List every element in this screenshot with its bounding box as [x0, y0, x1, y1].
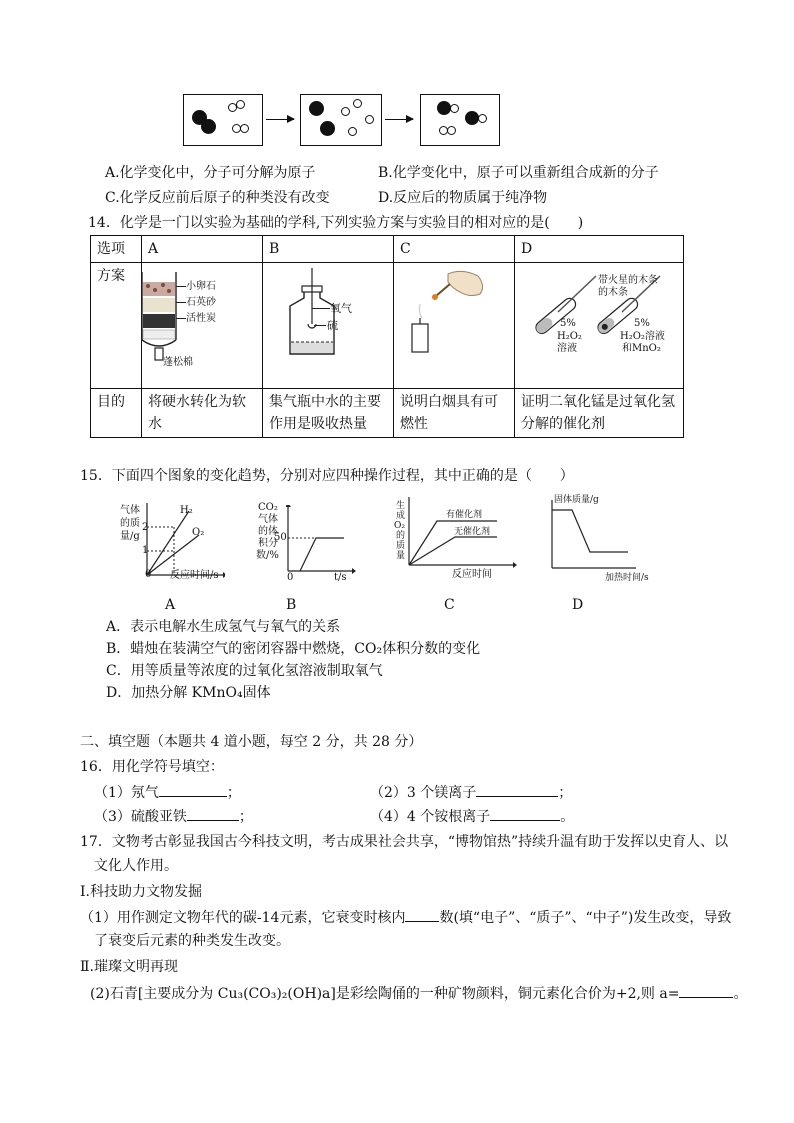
label-oxygen: 氧气	[330, 302, 352, 315]
graph-letter-d: D	[572, 597, 584, 613]
q16-item-2-label: （2）3 个镁离子	[370, 785, 477, 801]
graph-b-xlabel: t/s	[334, 572, 347, 583]
q15-option-c: C．用等质量等浓度的过氧化氢溶液制取氧气	[106, 663, 383, 679]
graph-c-series-cat: 有催化剂	[446, 510, 483, 520]
arrow	[266, 119, 294, 120]
q13-option-a: A.化学变化中，分子可分解为原子	[105, 165, 316, 181]
q14-question: 14．化学是一门以实验为基础的学科,下列实验方案与实验目的相对应的是( )	[88, 215, 584, 231]
white-atom	[341, 107, 350, 116]
candle-match-icon	[400, 266, 490, 356]
graph-d-xlabel: 加热时间/s	[605, 573, 649, 583]
graph-b-tick-0: 0	[287, 572, 294, 583]
row-purpose-label: 目的	[91, 389, 142, 438]
filter-column-icon	[138, 268, 188, 370]
purpose-b: 集气瓶中水的主要作用是吸收热量	[263, 389, 394, 438]
q16-sep-3: ；	[238, 809, 253, 825]
q13-option-c: C.化学反应前后原子的种类没有改变	[105, 190, 330, 206]
graph-a-tick-2: 2	[142, 522, 149, 533]
q16-sep-2: ；	[558, 785, 573, 801]
q15-option-b: B．蜡烛在装满空气的密闭容器中燃烧，CO₂体积分数的变化	[106, 641, 481, 657]
graph-letter-c: C	[444, 597, 455, 613]
q16-item-4-label: （4）4 个铵根离子	[370, 809, 491, 825]
label-d-h2o2-1: H₂O₂	[557, 331, 582, 342]
header-c: C	[394, 236, 515, 263]
black-atom	[320, 121, 335, 136]
q16-item-3-label: （3）硫酸亚铁	[94, 809, 187, 825]
graph-a-ylabel-3: 量/g	[120, 531, 140, 542]
graph-a-tick-0: 0	[145, 569, 152, 580]
label-d-pct-1: 5%	[560, 318, 576, 329]
white-atom	[353, 99, 362, 108]
graph-b-ylabel-5: 数/%	[256, 550, 279, 561]
white-atom	[478, 114, 487, 123]
purpose-a: 将硬水转化为软水	[142, 389, 263, 438]
graph-c-series-nocat: 无催化剂	[454, 527, 491, 537]
label-d-pct-2: 5%	[634, 318, 650, 329]
q16-item-4	[370, 806, 574, 827]
label-activated-carbon: 活性炭	[186, 313, 216, 324]
q16-sep-1: ；	[226, 785, 241, 801]
graph-b-ylabel-2: 气体	[258, 514, 278, 525]
q17-part-2	[90, 983, 747, 1004]
label-pebbles: 小卵石	[186, 281, 216, 292]
label-glowing-splint: 带火星的木条	[598, 275, 658, 286]
header-a: A	[142, 236, 263, 263]
section-title: 二、填空题（本题共 4 道小题，每空 2 分，共 28 分）	[80, 734, 423, 750]
graph-b-ylabel-4: 积分	[258, 538, 278, 549]
q16-item-1-label: （1）氖气	[94, 785, 159, 801]
q17-part-1	[80, 907, 731, 928]
label-cotton: 蓬松棉	[163, 357, 193, 368]
label-sulfur: 硫	[327, 319, 338, 332]
answer-blank-feso4[interactable]	[187, 806, 239, 821]
answer-blank-neon[interactable]	[159, 782, 227, 797]
label-quartz-sand: 石英砂	[186, 297, 216, 308]
answer-blank-particle[interactable]	[405, 907, 439, 922]
graph-a-tick-1: 1	[142, 545, 149, 556]
product-box	[420, 94, 500, 146]
row-scheme-label: 方案	[91, 263, 142, 389]
black-atom	[465, 111, 479, 125]
white-atom	[447, 126, 456, 135]
q16-item-3	[94, 806, 253, 827]
q17-line-1: 17．文物考古彰显我国古今科技文明，考古成果社会共享，“博物馆热”持续升温有助于发挥以史育人、以	[80, 834, 729, 850]
graph-d-plot	[550, 500, 640, 572]
answer-blank-nh4[interactable]	[490, 806, 560, 821]
black-atom	[309, 101, 324, 116]
q17-subheading-2: Ⅱ.璀璨文明再现	[80, 959, 178, 975]
intermediate-box	[300, 94, 382, 146]
answer-blank-mg-ion[interactable]	[476, 782, 558, 797]
reactant-box	[183, 94, 263, 146]
label-d-solution-1: 溶液	[557, 343, 577, 354]
black-atom	[201, 119, 216, 134]
graph-c-ylabel-3: O₂	[394, 521, 405, 531]
label-glowing-splint-2: 的木条	[598, 287, 628, 298]
white-atom	[450, 104, 459, 113]
graph-a-xlabel: 反应时间/s	[170, 570, 219, 581]
graph-c-ylabel-2: 成	[396, 511, 406, 521]
purpose-c: 说明白烟具有可燃性	[394, 389, 515, 438]
graph-a-ylabel-1: 气体	[120, 505, 140, 516]
header-option: 选项	[91, 236, 142, 263]
white-atom	[365, 115, 374, 124]
arrow	[385, 119, 413, 120]
graph-c-ylabel-6: 量	[396, 551, 406, 561]
header-b: B	[263, 236, 394, 263]
q17-p1a: （1）用作测定文物年代的碳-14元素，它衰变时核内	[80, 910, 406, 926]
white-atom	[240, 124, 249, 133]
graph-letter-a: A	[165, 597, 176, 613]
white-atom	[348, 127, 357, 136]
graph-a-series-o2: O₂	[192, 527, 205, 538]
graph-c-ylabel-1: 生	[396, 501, 406, 511]
label-d-mno2: 和MnO₂	[622, 343, 661, 354]
q13-option-b: B.化学变化中，原子可以重新组合成新的分子	[378, 165, 659, 181]
graph-a-series-h2: H₂	[180, 505, 193, 516]
q15-option-a: A．表示电解水生成氢气与氧气的关系	[106, 619, 341, 635]
q15-option-d: D．加热分解 KMnO₄固体	[106, 685, 271, 701]
graph-d-ylabel: 固体质量/g	[554, 495, 599, 505]
graph-b-ylabel-3: 的体	[258, 526, 278, 537]
graph-c-xlabel: 反应时间	[452, 569, 492, 580]
q17-p1b: 数(填“电子”、“质子”、“中子”)发生改变，导致	[439, 910, 732, 926]
graph-letter-b: B	[286, 597, 297, 613]
q17-line-2: 文化人作用。	[94, 858, 178, 874]
graph-c-ylabel-5: 质	[396, 541, 406, 551]
q16-sep-4: 。	[560, 809, 575, 825]
q17-p2a: (2)石青[主要成分为 Cu₃(CO₃)₂(OH)a]是彩绘陶俑的一种矿物颜料，铜元素化合价为+2,则 a=	[90, 986, 680, 1002]
header-d: D	[515, 236, 684, 263]
graph-a-ylabel-2: 的质	[120, 518, 140, 529]
q16-item-1	[94, 782, 241, 803]
graph-b-plot	[286, 505, 356, 575]
purpose-d: 证明二氧化锰是过氧化氢分解的催化剂	[515, 389, 684, 438]
black-atom	[437, 101, 451, 115]
q16-question: 16．用化学符号填空：	[80, 759, 224, 775]
q17-p2b: 。	[733, 986, 748, 1002]
graph-c-ylabel-4: 的	[396, 531, 406, 541]
label-d-h2o2-2: H₂O₂溶液	[620, 331, 665, 342]
q15-question: 15．下面四个图象的变化趋势，分别对应四种操作过程，其中正确的是（ ）	[80, 468, 574, 484]
graph-b-tick-50: 50	[274, 532, 287, 543]
graph-b-ylabel-1: CO₂	[258, 502, 278, 513]
q13-option-d: D.反应后的物质属于纯净物	[378, 190, 548, 206]
q17-p1c: 了衰变后元素的种类发生改变。	[94, 933, 290, 949]
q17-subheading-1: I.科技助力文物发掘	[80, 884, 202, 900]
white-atom	[236, 100, 245, 109]
answer-blank-a[interactable]	[679, 983, 733, 998]
q16-item-2	[370, 782, 572, 803]
